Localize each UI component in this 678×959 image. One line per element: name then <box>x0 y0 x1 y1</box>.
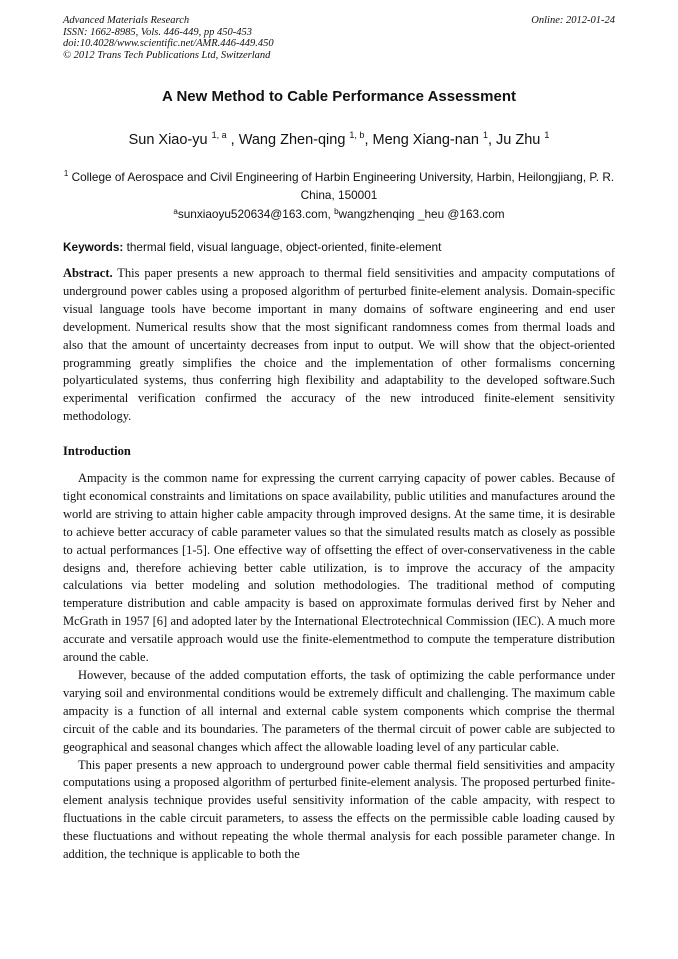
paragraph: This paper presents a new approach to underground power cable thermal field sensitivities and ampacity computations using a proposed algorithm of perturbed finite-element analysis. The proposed perturbed finite-element analysis technique provides useful sensitivity information of the cable ampacity, with respect to fluctuations in the cable circuit parameters, to assess the effects on the permissible cable loading caused by these fluctuations and without repeating the whole thermal analysis for each possible parameter change. In addition, the technique is applicable to both the <box>63 757 615 862</box>
author-name: Ju Zhu <box>496 132 541 148</box>
affiliation-text: College of Aerospace and Civil Engineering of Harbin Engineering University, Harbin, Heilongjiang, P. R. China, 150001 <box>71 170 615 202</box>
abstract-label: Abstract. <box>63 266 113 280</box>
author-emails <box>0 207 678 221</box>
keywords-text: thermal field, visual language, object-oriented, finite-element <box>123 240 442 254</box>
author-affil-marker: 1 <box>482 130 488 140</box>
author-name: Sun Xiao-yu <box>128 132 208 148</box>
email-b: wangzhenqing _heu @163.com <box>338 207 505 221</box>
paper-title: A New Method to Cable Performance Assessment <box>162 88 516 105</box>
author-affil-marker: 1, b <box>349 130 365 140</box>
paragraph: However, because of the added computation efforts, the task of optimizing the cable performance under varying soil and environmental conditions would be extremely difficult and challenging. The maximum cable ampacity is a function of all internal and external cable system components which comprise the thermal circuit of the cable and its boundaries. The parameters of the thermal circuit of power cable are subjected to geographical and seasonal changes which affect the allowable loading level of any particular cable. <box>63 667 615 754</box>
introduction-body <box>63 470 615 864</box>
online-date: Online: 2012-01-24 <box>531 15 615 26</box>
section-heading-introduction: Introduction <box>63 444 131 458</box>
email-marker-b: b <box>334 207 339 216</box>
author-affil-marker: 1, a <box>211 130 227 140</box>
author-name: Meng Xiang-nan <box>372 132 479 148</box>
email-a: sunxiaoyu520634@163.com, <box>177 207 335 221</box>
affiliation <box>63 165 615 204</box>
affiliation-marker: 1 <box>63 169 69 178</box>
author-affil-marker: 1 <box>544 130 550 140</box>
author-list: Sun Xiao-yu $^{1, a}$ , Wang Zhen-qing $^{1, b}$, Meng Xiang-nan $^1$, Ju Zhu $^1$ <box>128 130 550 148</box>
keywords <box>63 240 615 254</box>
author-name: Wang Zhen-qing <box>238 132 346 148</box>
journal-issn: ISSN: 1662-8985, Vols. 446-449, pp 450-453 <box>63 26 252 38</box>
keywords-label: Keywords: <box>63 240 124 254</box>
paragraph: Ampacity is the common name for expressing the current carrying capacity of power cables. Because of tight economical constraints and limitations on space availability, public utilities and manufactures around the world are striving to attain higher cable ampacity through improved designs. At the same time, it is desirable to achieve better accuracy of cable parameter values so that the simulated results match as closely as possible to actual performances [1-5]. One effective way of offsetting the effect of over-conservativeness in the cable designs and, therefore achieving better cable utilization, is to improve the accuracy of the ampacity calculations via better modeling and solution methodologies. The traditional method of computing temperature distribution and cable ampacity is based on approximate formulas derived first by Neher and McGrath in 1957 [6] and adopted later by the International Electrotechnical Commission (IEC). A much more accurate and versatile approach would use the finite-elementmethod to compute the temperature distribution around the cable. <box>63 471 615 665</box>
journal-name: Advanced Materials Research <box>63 15 190 26</box>
journal-copyright: © 2012 Trans Tech Publications Ltd, Switzerland <box>63 49 271 61</box>
journal-doi: doi:10.4028/www.scientific.net/AMR.446-449.450 <box>63 38 274 49</box>
abstract <box>63 265 615 426</box>
abstract-text: This paper presents a new approach to thermal field sensitivities and ampacity computations of underground power cables using a proposed algorithm of perturbed finite-element analysis. Domain-specific visual language tools have become important in many domains of software engineering and end user development. Numerical results show that the most significant randomness comes from thermal loads and also that the amount of uncertainty decreases from input to output. We will show that the object-oriented programming greatly simplifies the choice and the implementation of other formalisms concerning polyarticulated systems, thus conferring high flexibility and adaptability to the developed software.Such experimental verification confirmed the accuracy of the new introduced finite-element sensitivity methodology. <box>63 266 615 424</box>
journal-header <box>63 15 615 61</box>
email-marker-a: a <box>173 207 178 216</box>
